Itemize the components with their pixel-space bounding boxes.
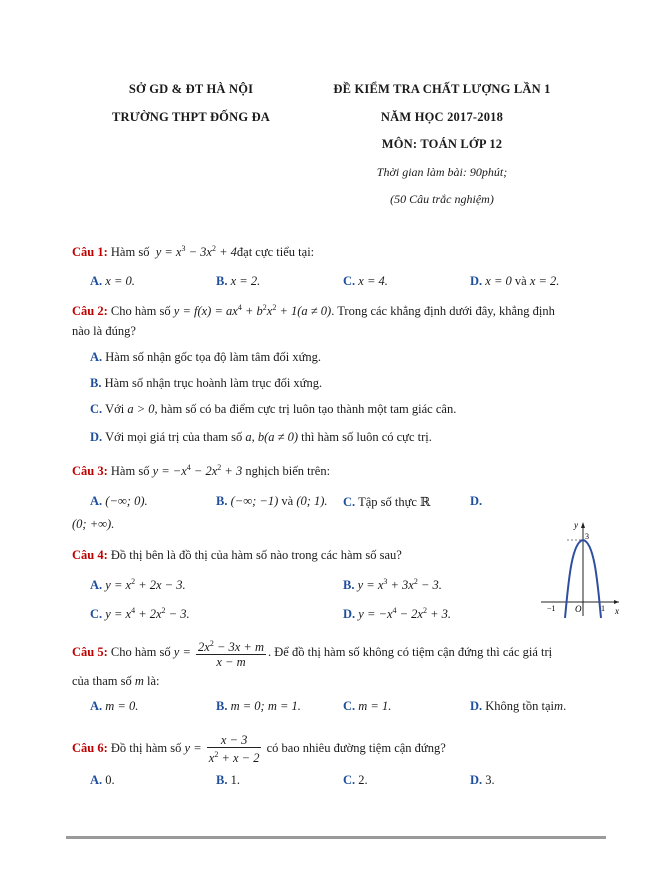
option-text: 3. <box>485 773 495 787</box>
option-label: A. <box>90 773 103 787</box>
q3-option-c[interactable]: C. Tập số thực ℝ <box>343 495 431 509</box>
q1-option-b[interactable]: B. x = 2. <box>216 274 261 288</box>
q3-option-b[interactable]: B. (−∞; −1) và (0; 1). <box>216 494 328 508</box>
option-text: Với <box>105 402 125 416</box>
q2-option-b[interactable] <box>90 376 322 391</box>
option-text: , hàm số có ba điểm cực trị luôn tạo thành một tam giác cân. <box>154 402 457 416</box>
question-4 <box>72 548 402 563</box>
q3-option-d-value: (0; +∞). <box>72 517 115 531</box>
option-label: D. <box>470 773 483 787</box>
exam-title: ĐỀ KIỂM TRA CHẤT LƯỢNG LẦN 1 <box>333 82 551 96</box>
neg-root-label: −1 <box>547 604 556 613</box>
question-5: Câu 5: Cho hàm số y = $\frac{2x^2 - 3x + m}{x - m}$ . Để đồ thị hàm số không có tiệm cận đứng thì các giá trị <box>72 639 553 669</box>
option-label: A. <box>90 578 103 592</box>
option-label: D. <box>470 494 483 508</box>
q2-option-a[interactable] <box>90 350 321 365</box>
q5-option-c[interactable]: C. m = 1. <box>343 699 392 713</box>
school-year: NĂM HỌC 2017-2018 <box>380 110 504 124</box>
y-axis-label: y <box>574 520 578 530</box>
question-text: . Trong các khẳng định dưới đây, khẳng định <box>331 304 555 318</box>
question-label: Câu 4: <box>72 548 108 562</box>
q1-option-a[interactable]: A. x = 0. <box>90 274 135 288</box>
q6-option-b[interactable] <box>216 773 240 788</box>
q4-option-d[interactable]: D. $y = -x^4 - 2x^2 + 3$. <box>343 606 452 621</box>
question-label: Câu 3: <box>72 464 108 478</box>
option-label: A. <box>90 494 103 508</box>
q6-option-d[interactable] <box>470 773 495 788</box>
option-label: A. <box>90 699 103 713</box>
q5-option-d[interactable]: D. Không tồn tạim. <box>470 699 567 713</box>
question-label: Câu 6: <box>72 740 108 755</box>
question-label: Câu 1: <box>72 245 108 259</box>
q3-option-a[interactable]: A. (−∞; 0). <box>90 494 148 508</box>
question-text: Đồ thị hàm số <box>110 740 182 755</box>
option-label: C. <box>343 274 356 288</box>
question-text: có bao nhiêu đường tiệm cận đứng? <box>266 740 446 755</box>
option-label: B. <box>216 699 228 713</box>
option-text: 0. <box>105 773 115 787</box>
option-text: Hàm số nhận gốc tọa độ làm tâm đối xứng. <box>105 350 322 364</box>
max-value-label: 3 <box>585 532 589 541</box>
option-label: C. <box>343 495 356 509</box>
question-text: đạt cực tiểu tại: <box>236 245 315 259</box>
option-label: D. <box>343 607 356 621</box>
q1-option-c[interactable]: C. x = 4. <box>343 274 388 288</box>
option-text: Không tồn tại <box>485 699 555 713</box>
question-text: Cho hàm số <box>110 304 171 318</box>
option-label: C. <box>343 699 356 713</box>
option-label: B. <box>216 494 228 508</box>
option-text: Tập số thực <box>358 495 417 509</box>
question-text: Đồ thị bên là đồ thị của hàm số nào trong các hàm số sau? <box>110 548 402 562</box>
function-graph <box>535 518 625 618</box>
option-label: D. <box>470 274 483 288</box>
q2-option-d[interactable]: D. Với mọi giá trị của tham số a, b(a ≠ 0) thì hàm số luôn có cực trị. <box>90 430 432 444</box>
question-3 <box>72 463 330 479</box>
q6-option-a[interactable] <box>90 773 115 788</box>
formula: $y = f(x) = ax^4 + b^2x^2 + 1(a \ne 0)$ <box>173 303 332 318</box>
time-limit: Thời gian làm bài: 90phút; <box>376 165 508 179</box>
q5-option-a[interactable]: A. m = 0. <box>90 699 139 713</box>
option-label: D. <box>470 699 483 713</box>
footer-divider <box>66 836 606 839</box>
formula: $y = -x^4 - 2x^2 + 3$ <box>152 463 243 478</box>
q5-option-b[interactable]: B. m = 0; m = 1. <box>216 699 301 713</box>
question-2-cont: nào là đúng? <box>72 324 136 338</box>
q2-option-c[interactable]: C. Với a > 0, hàm số có ba điểm cực trị luôn tạo thành một tam giác cân. <box>90 402 457 416</box>
q3-option-d[interactable] <box>470 494 482 509</box>
q4-option-b[interactable]: B. $y = x^3 + 3x^2 - 3$. <box>343 577 442 592</box>
question-text: Cho hàm số <box>110 644 171 659</box>
pos-root-label: 1 <box>601 604 605 613</box>
conjunction: và <box>281 494 294 508</box>
question-text: của tham số <box>72 674 132 688</box>
school-name: TRƯỜNG THPT ĐỐNG ĐA <box>111 110 271 124</box>
school-department: SỞ GD & ĐT HÀ NỘI <box>128 82 254 96</box>
option-text: 1. <box>230 773 240 787</box>
option-label: A. <box>90 350 103 364</box>
question-text: nghịch biến trên: <box>245 464 331 478</box>
formula: $y = x^3 - 3x^2 + 4$ <box>152 244 237 259</box>
option-text: thì hàm số luôn có cực trị. <box>301 430 432 444</box>
question-2 <box>72 303 555 319</box>
question-text: . Để đồ thị hàm số không có tiệm cận đứng thì các giá trị <box>268 644 553 659</box>
conjunction: và <box>514 274 527 288</box>
fraction: $\frac{x - 3}{x^2 + x - 2}$ <box>208 733 260 765</box>
origin-label: O <box>575 604 582 614</box>
y-axis-arrow-icon <box>581 522 585 528</box>
option-text: Hàm số nhận trục hoành làm trục đối xứng. <box>104 376 323 390</box>
q6-option-c[interactable] <box>343 773 368 788</box>
option-label: C. <box>90 402 103 416</box>
q4-option-a[interactable]: A. $y = x^2 + 2x - 3$. <box>90 577 186 592</box>
option-text: Với mọi giá trị của tham số <box>105 430 243 444</box>
q1-option-d[interactable]: D. x = 0 và x = 2. <box>470 274 560 288</box>
option-label: C. <box>343 773 356 787</box>
question-count: (50 Câu trắc nghiệm) <box>390 192 494 206</box>
question-1 <box>72 244 314 260</box>
question-6: Câu 6: Đồ thị hàm số y = $\frac{x - 3}{x^2 + x - 2}$ có bao nhiêu đường tiệm cận đứng? <box>72 733 446 765</box>
option-label: B. <box>216 773 228 787</box>
question-label: Câu 2: <box>72 304 108 318</box>
question-label: Câu 5: <box>72 644 108 659</box>
subject: MÔN: TOÁN LỚP 12 <box>381 137 503 151</box>
x-axis-arrow-icon <box>614 600 619 604</box>
question-text: là: <box>147 674 160 688</box>
option-label: B. <box>216 274 228 288</box>
option-label: D. <box>90 430 103 444</box>
question-text: Hàm số <box>110 464 150 478</box>
option-label: B. <box>343 578 355 592</box>
q4-option-c[interactable]: C. $y = x^4 + 2x^2 - 3$. <box>90 606 190 621</box>
question-text: Hàm số <box>110 245 150 259</box>
option-label: A. <box>90 274 103 288</box>
option-label: B. <box>90 376 102 390</box>
fraction: $\frac{2x^2 - 3x + m}{x - m}$ <box>198 639 265 669</box>
option-label: C. <box>90 607 103 621</box>
option-text: 2. <box>358 773 368 787</box>
question-5-cont: của tham số m là: <box>72 674 160 688</box>
x-axis-label: x <box>615 606 619 616</box>
